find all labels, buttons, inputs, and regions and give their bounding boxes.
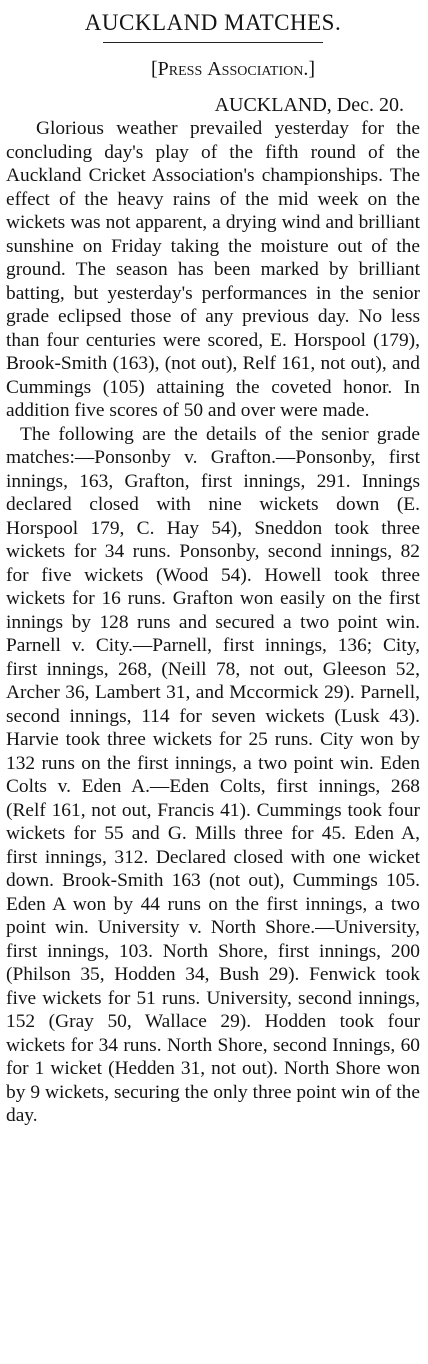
paragraph-intro: Glorious weather prevailed yesterday for the concluding day's play of the fifth round of the Auckland Cricket Association's championships. The effect of the heavy rains of the mid week on the wickets was not apparent, a drying wind and brilliant sunshine on Friday taking the moisture out of the ground. The season has been marked by brilliant batting, but yesterday's performances in the senior grade eclipsed those of any previous day. No less than four centuries were scored, E. Horspool (179), Brook-Smith (163), (not out), Relf 161, not out), and Cummings (105) attaining the coveted honor. In addition five scores of 50 and over were made. — [6, 118, 420, 421]
byline-open: [ — [150, 58, 158, 80]
paragraph-details: The following are the details of the senior grade matches:—Ponsonby v. Grafton.—Ponsonby, first innings, 163, Grafton, first innings, 291. Innings declared closed with nine wickets down (E. Horspool 179, C. Hay 54), Sneddon took three wickets for 34 runs. Ponsonby, second innings, 82 for five wickets (Wood 54). Howell took three wickets for 16 runs. Grafton won easily on the first innings by 128 runs and secured a two point win. Parnell v. City.—Parnell, first innings, 136; City, first innings, 268, (Neill 78, not out, Gleeson 52, Archer 36, Lambert 31, and Mccormick 29). Parnell, second innings, 114 for seven wickets (Lusk 43). Harvie took three wickets for 25 runs. City won by 132 runs on the first innings, a two point win. Eden Colts v. Eden A.—Eden Colts, first innings, 268 (Relf 161, not out, Francis 41). Cummings took four wickets for 55 and G. Mills three for 45. Eden A, first innings, 312. Declared closed with one wicket down. Brook-Smith 163 (not out), Cummings 105. Eden A won by 44 runs on the first innings, a two point win. University v. North Shore.—University, first innings, 103. North Shore, first innings, 200 (Philson 35, Hodden 34, Bush 29). Fenwick took five wickets for 51 runs. University, second innings, 152 (Gray 50, Wallace 29). Hodden took four wickets for 34 runs. North Shore, second Innings, 60 for 1 wicket (Hedden 31, not out). North Shore won by 9 wickets, securing the only three point win of the day. — [6, 423, 420, 1126]
dateline: AUCKLAND, Dec. 20. — [214, 94, 404, 116]
byline-association: Association — [207, 58, 304, 80]
byline-press: Press — [157, 58, 203, 80]
headline: AUCKLAND MATCHES. — [84, 10, 342, 35]
byline — [6, 57, 420, 81]
headline-rule — [103, 42, 323, 43]
byline-close: .] — [303, 58, 316, 80]
